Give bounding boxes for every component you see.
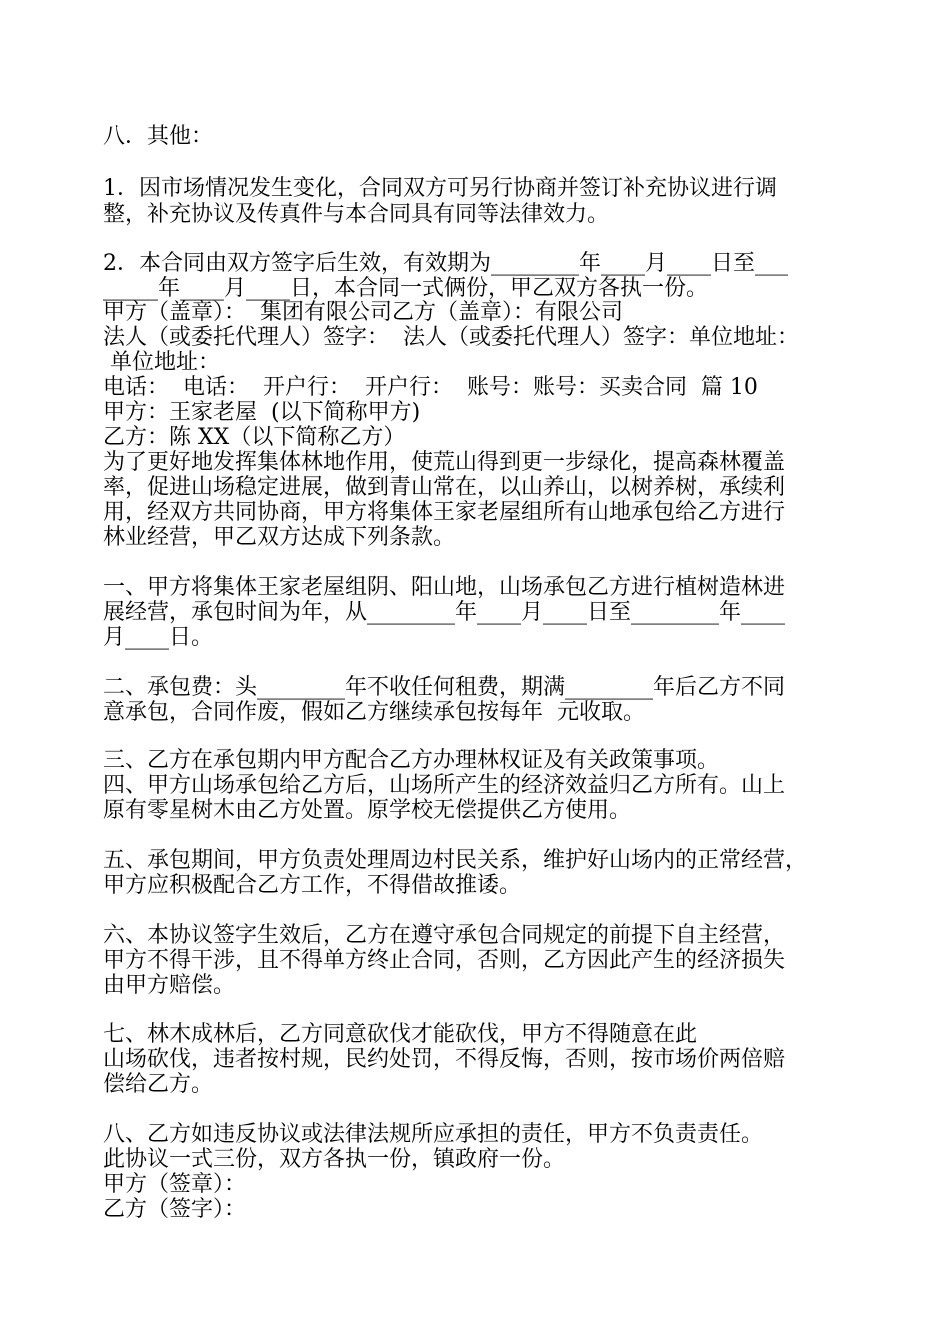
party-seal-line: 甲方（盖章）： 集团有限公司乙方（盖章）：有限公司 [103, 300, 623, 325]
article-1-line-1: 一、甲方将集体王家老屋组阴、阳山地，山场承包乙方进行植树造林进 [103, 575, 786, 600]
article-1-line-3: 月____日。 [103, 625, 214, 650]
article-5-line-1: 五、承包期间，甲方负责处理周边村民关系，维护好山场内的正常经营， [103, 848, 808, 873]
article-6-line-3: 由甲方赔偿。 [103, 973, 236, 998]
article-7-line-3: 偿给乙方。 [103, 1072, 214, 1097]
party-a-line: 甲方：王家老屋 (以下简称甲方) [103, 400, 421, 425]
legal-rep-line: 法人（或委托代理人）签字： 法人（或委托代理人）签字：单位地址： [103, 325, 799, 350]
article-3-line-1: 三、乙方在承包期内甲方配合乙方办理林权证及有关政策事项。 [103, 748, 720, 773]
clause-1-line-1: 1．因市场情况发生变化，合同双方可另行协商并签订补充协议进行调 [103, 176, 777, 201]
article-4-line-2: 原有零星树木由乙方处置。原学校无偿提供乙方使用。 [103, 798, 632, 823]
article-4-line-1: 四、甲方山场承包给乙方后，山场所产生的经济效益归乙方所有。山上 [103, 773, 786, 798]
article-5-line-2: 甲方应积极配合乙方工作，不得借故推诿。 [103, 873, 522, 898]
article-1-line-2: 展经营，承包时间为年，从________年____月____日至________年____ [103, 600, 786, 625]
party-b-line: 乙方：陈 XX（以下简称乙方） [103, 425, 406, 450]
clause-2-line-2: _____年____月____日，本合同一式俩份，甲乙双方各执一份。 [103, 276, 709, 301]
preamble-line-4: 林业经营，甲乙双方达成下列条款。 [103, 525, 456, 550]
contact-line: 电话： 电话： 开户行： 开户行： 账号：账号：买卖合同 篇 10 [103, 375, 758, 400]
article-7-line-1: 七、林木成林后，乙方同意砍伐才能砍伐，甲方不得随意在此 [103, 1022, 698, 1047]
section-heading-other: 八．其他： [103, 124, 214, 149]
clause-1-line-2: 整，补充协议及传真件与本合同具有同等法律效力。 [103, 202, 610, 227]
article-8-line-1: 八、乙方如违反协议或法律法规所应承担的责任，甲方不负责责任。 [103, 1122, 764, 1147]
article-6-line-2: 甲方不得干涉，且不得单方终止合同，否则，乙方因此产生的经济损失 [103, 948, 786, 973]
article-7-line-2: 山场砍伐，违者按村规，民约处罚，不得反悔，否则，按市场价两倍赔 [103, 1047, 786, 1072]
clause-2-line-1: 2．本合同由双方签字后生效，有效期为________年____月____日至___ [103, 251, 788, 276]
preamble-line-3: 用，经双方共同协商，甲方将集体王家老屋组所有山地承包给乙方进行 [103, 500, 786, 525]
article-2-line-1: 二、承包费：头________年不收任何租费，期满________年后乙方不同 [103, 675, 786, 700]
address-line: 单位地址： [103, 350, 220, 375]
article-2-line-2: 意承包，合同作废，假如乙方继续承包按每年 元收取。 [103, 700, 645, 725]
preamble-line-2: 率，促进山场稳定进展，做到青山常在，以山养山，以树养树，承续利 [103, 475, 786, 500]
party-a-signature-line: 甲方（签章）： [103, 1172, 247, 1197]
party-b-signature-line: 乙方（签字）： [103, 1197, 247, 1222]
preamble-line-1: 为了更好地发挥集体林地作用，使荒山得到更一步绿化，提高森林覆盖 [103, 450, 786, 475]
copies-line: 此协议一式三份，双方各执一份，镇政府一份。 [103, 1147, 566, 1172]
article-6-line-1: 六、本协议签字生效后，乙方在遵守承包合同规定的前提下自主经营， [103, 923, 786, 948]
